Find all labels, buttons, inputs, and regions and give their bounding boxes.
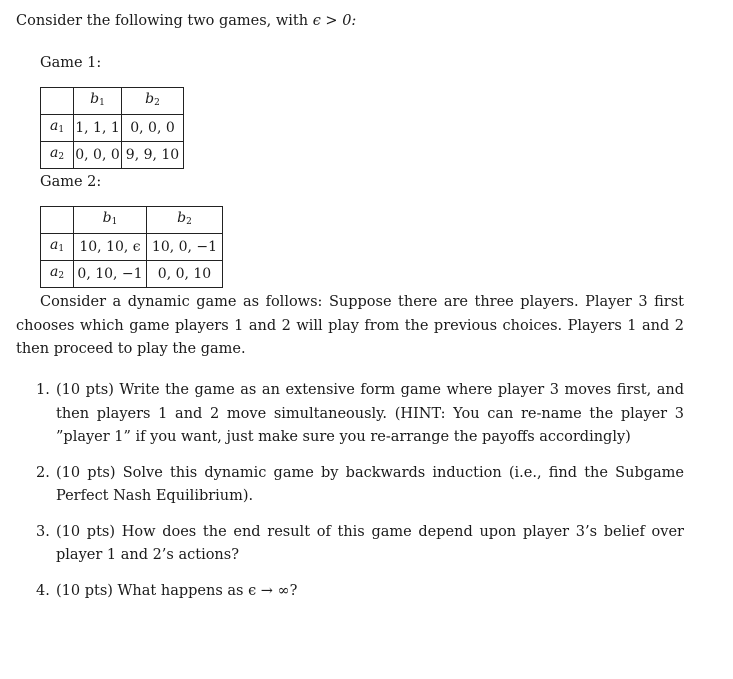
column-header: $b_1$ bbox=[74, 207, 147, 234]
question-text: (10 pts) Solve this dynamic game by backwards induction (i.e., find the Subgame Perfect Nash Equilibrium). bbox=[56, 464, 684, 504]
list-item bbox=[16, 580, 684, 604]
payoff-cell: 0, 0, 10 bbox=[147, 261, 223, 288]
payoff-cell: 10, 0, −1 bbox=[147, 234, 223, 261]
intro-condition: ϵ > 0: bbox=[312, 13, 357, 29]
game1-payoff-table bbox=[40, 87, 184, 169]
setup-paragraph: Consider a dynamic game as follows: Suppose there are three players. Player 3 first chooses which game players 1 and 2 will play from the previous choices. Players 1 and 2 then proceed to play the game. bbox=[16, 294, 684, 357]
intro-sentence bbox=[16, 13, 356, 29]
table-row bbox=[41, 261, 223, 288]
question-list bbox=[16, 379, 684, 603]
list-item bbox=[16, 379, 684, 450]
row-header: $a_2$ bbox=[41, 142, 74, 169]
table-row bbox=[41, 115, 184, 142]
payoff-cell: 10, 10, ϵ bbox=[74, 234, 147, 261]
row-header: $a_1$ bbox=[41, 115, 74, 142]
table-header-row bbox=[41, 88, 184, 115]
question-number: 4. bbox=[36, 582, 50, 599]
payoff-cell: 0, 0, 0 bbox=[74, 142, 122, 169]
list-item bbox=[16, 521, 684, 568]
question-text: (10 pts) What happens as ϵ → ∞? bbox=[56, 582, 298, 599]
intro-prefix: Consider the following two games, with bbox=[16, 13, 313, 29]
payoff-cell: 0, 0, 0 bbox=[122, 115, 184, 142]
table-row bbox=[41, 142, 184, 169]
table-header-row bbox=[41, 207, 223, 234]
column-header: $b_1$ bbox=[74, 88, 122, 115]
column-header: $b_2$ bbox=[122, 88, 184, 115]
table-corner bbox=[41, 207, 74, 234]
table-row bbox=[41, 234, 223, 261]
row-header: $a_1$ bbox=[41, 234, 74, 261]
table-corner bbox=[41, 88, 74, 115]
game2-payoff-table bbox=[40, 206, 223, 288]
payoff-cell: 1, 1, 1 bbox=[74, 115, 122, 142]
payoff-cell: 9, 9, 10 bbox=[122, 142, 184, 169]
game2-label: Game 2: bbox=[40, 174, 102, 190]
question-number: 3. bbox=[36, 523, 50, 540]
question-text: (10 pts) How does the end result of this game depend upon player 3’s belief over player 1 and 2’s actions? bbox=[56, 523, 684, 563]
game1-label: Game 1: bbox=[40, 55, 102, 71]
payoff-cell: 0, 10, −1 bbox=[74, 261, 147, 288]
question-text: (10 pts) Write the game as an extensive form game where player 3 moves first, and then players 1 and 2 move simultaneously. (HINT: You can re-name the player 3 ”player 1” if you want, just make sure you re-arrange the payoffs accordingly) bbox=[56, 382, 684, 445]
row-header: $a_2$ bbox=[41, 261, 74, 288]
list-item bbox=[16, 462, 684, 509]
question-number: 2. bbox=[36, 464, 50, 481]
question-number: 1. bbox=[36, 382, 50, 398]
column-header: $b_2$ bbox=[147, 207, 223, 234]
